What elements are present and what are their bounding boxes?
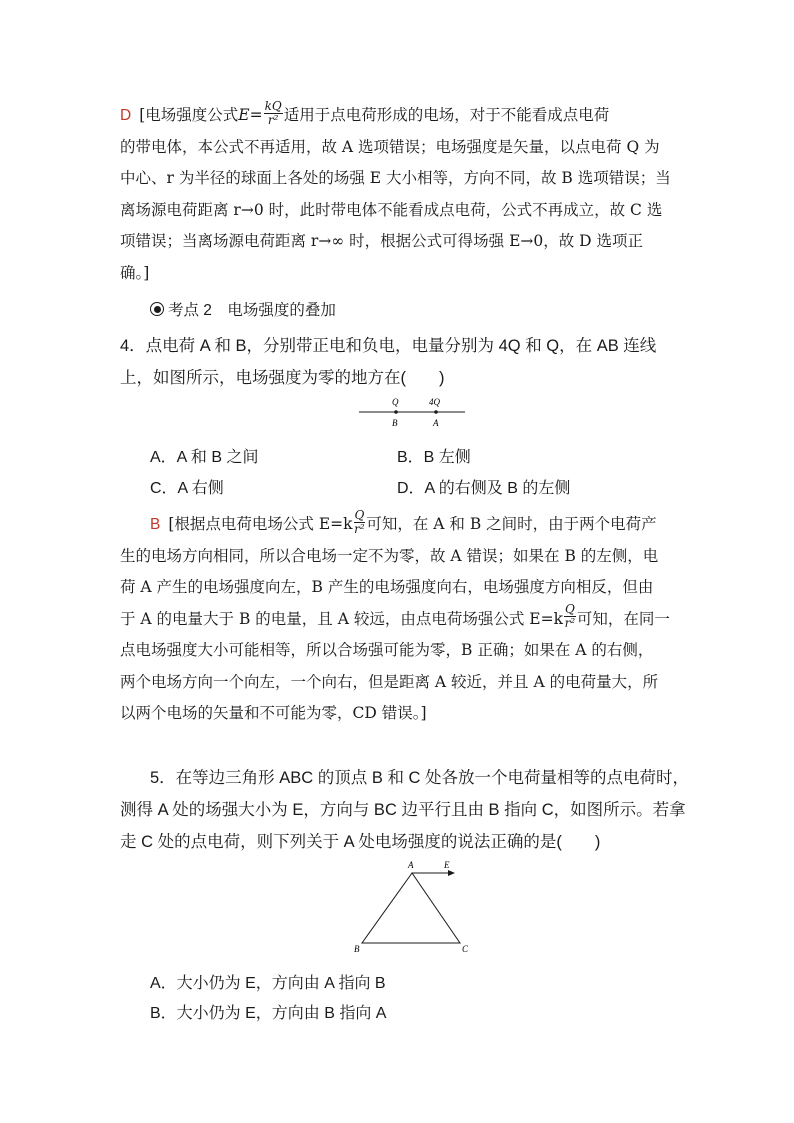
q4-answer-letter: B: [150, 516, 161, 533]
arrow-head-icon: [448, 870, 455, 876]
q4-option-d: D．A 的右侧及 B 的左侧: [397, 480, 571, 497]
q4-answer-line-5: 点电场强度大小可能相等，所以合场强可能为零，B 正确；如果在 A 的右侧，: [120, 641, 654, 659]
q5-option-b: B．大小仍为 E，方向由 B 指向 A: [150, 1005, 387, 1022]
q5-stem-line-3: 走 C 处的点电荷，则下列关于 A 处电场强度的说法正确的是( ): [120, 833, 601, 851]
label-b: B: [354, 944, 360, 954]
q4-stem-line-2: 上，如图所示，电场强度为零的地方在( ): [120, 369, 445, 387]
q4-option-b: B．B 左侧: [397, 449, 471, 466]
q4-option-c: C．A 右侧: [150, 480, 224, 497]
q3-answer-line-6: 确。]: [120, 263, 150, 282]
formula-fraction: $\frac{Q}{\text{r²}}$: [564, 602, 576, 630]
label-q: Q: [392, 397, 399, 407]
formula-fraction: $\frac{Q}{\text{r²}}$: [354, 507, 365, 536]
q4-answer-line-4: 于 A 的电量大于 B 的电量，且 A 较远，由点电荷场强公式 E=k $\frac{Q}{\text{r²}}$ 可知，在同一: [120, 602, 670, 630]
q4-answer-line-7: 以两个电场的矢量和不可能为零，CD 错误。]: [120, 704, 427, 722]
formula-fraction: $\frac{kQ}{\text{r²}}$: [264, 98, 282, 127]
label-b: B: [392, 418, 398, 428]
q3-answer-line-4: 离场源电荷距离 r→0 时，此时带电体不能看成点电荷，公式不再成立，故 C 选: [120, 200, 663, 219]
charge-b-dot: [394, 410, 398, 414]
q5-option-a: A．大小仍为 E，方向由 A 指向 B: [150, 975, 386, 992]
q4-answer-line-1: B [根据点电荷电场公式 E=k $\frac{Q}{\text{r²}}$ 可知，在 A 和 B 之间时，由于两个电荷产: [150, 507, 657, 536]
label-a: A: [408, 860, 414, 870]
q4-answer-explanation: [120, 509, 676, 730]
section-heading: 考点 2 电场强度的叠加: [150, 298, 336, 320]
q4-stem-line-1: 4．点电荷 A 和 B，分别带正电和负电，电量分别为 4Q 和 Q，在 AB 连线: [120, 337, 657, 355]
q3-answer-line-1: D [电场强度公式E= $\frac{kQ}{\text{r²}}$ 适用于点电荷形成的电场，对于不能看成点电荷: [120, 98, 610, 127]
q3-answer-explanation: [120, 100, 676, 289]
q5-stem: [120, 762, 690, 858]
q3-answer-line-2: 的带电体，本公式不再适用，故 A 选项错误；电场强度是矢量，以点电荷 Q 为: [120, 137, 660, 156]
q4-charge-line-figure: [355, 394, 470, 430]
q4-answer-line-2: 生的电场方向相同，所以合电场一定不为零，故 A 错误；如果在 B 的左侧，电: [120, 546, 659, 565]
q4-option-a: A．A 和 B 之间: [150, 449, 259, 466]
triangle-abc: [362, 873, 460, 943]
label-4q: 4Q: [429, 397, 440, 407]
label-c: C: [462, 944, 469, 954]
q5-triangle-figure: [352, 857, 477, 957]
q4-answer-line-3: 荷 A 产生的电场强度向左，B 产生的电场强度向右，电场强度方向相反，但由: [120, 578, 654, 596]
q4-stem: [120, 330, 680, 394]
q5-stem-line-2: 测得 A 处的场强大小为 E，方向与 BC 边平行且由 B 指向 C，如图所示。若拿: [120, 801, 686, 819]
charge-a-dot: [434, 410, 438, 414]
q3-answer-line-5: 项错误；当离场源电荷距离 r→∞ 时，根据公式可得场强 E→0，故 D 选项正: [120, 232, 644, 250]
label-a: A: [433, 418, 439, 428]
q5-stem-line-1: 5．在等边三角形 ABC 的顶点 B 和 C 处各放一个电荷量相等的点电荷时，: [150, 769, 690, 787]
q3-answer-line-3: 中心、r 为半径的球面上各处的场强 E 大小相等，方向不同，故 B 选项错误；当: [120, 169, 671, 187]
target-bullet-icon: [150, 302, 164, 316]
label-e: E: [444, 860, 450, 870]
q3-answer-letter: D: [120, 107, 132, 124]
q4-answer-line-6: 两个电场方向一个向左，一个向右，但是距离 A 较近，并且 A 的电荷量大，所: [120, 672, 659, 691]
